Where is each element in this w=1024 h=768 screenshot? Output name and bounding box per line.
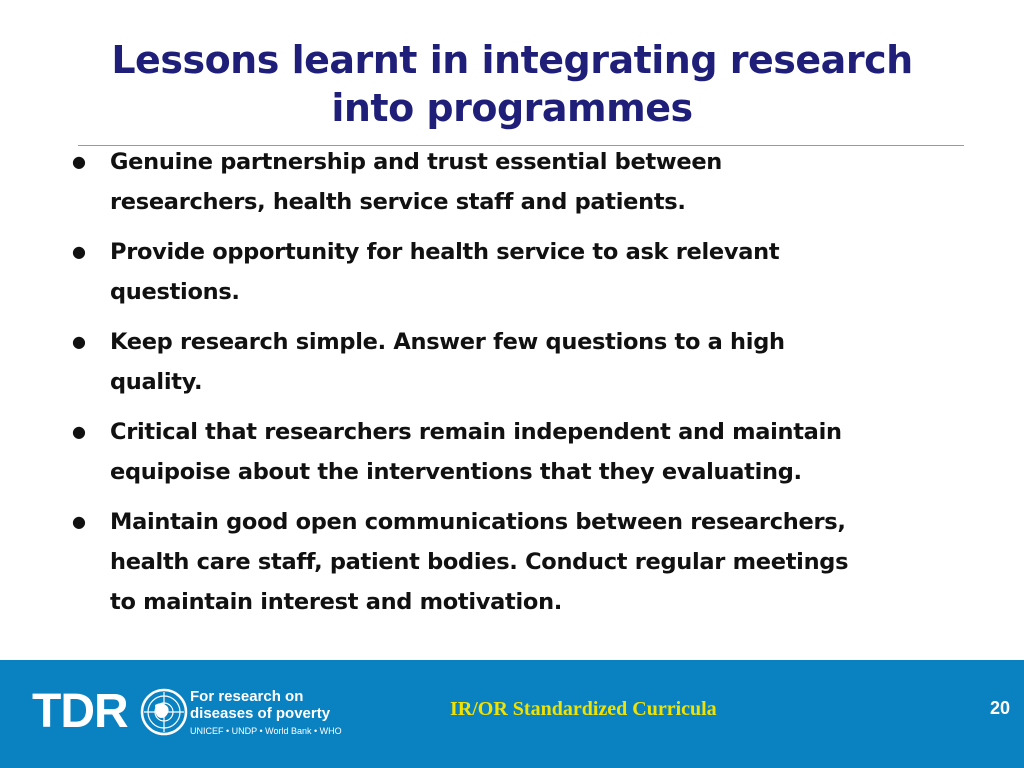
bullet-text-line: Maintain good open communications between researchers, [110,509,846,535]
slide-title-line-2: into programmes [331,86,693,130]
tagline-line-1: For research on [190,688,304,705]
tagline-line-2: diseases of poverty [190,705,331,722]
bullet-text-line: Provide opportunity for health service to ask relevant [110,239,780,265]
bullet-dot-icon: ● [72,332,86,351]
tdr-tagline [190,688,342,738]
curricula-label: IR/OR Standardized Curricula [450,698,717,720]
un-globe-icon [139,687,189,737]
bullet-dot-icon: ● [72,242,86,261]
slide-title [0,36,1024,132]
bullet-list [70,142,980,632]
bullet-text-line: Critical that researchers remain independent and maintain [110,419,842,445]
bullet-item [70,322,980,402]
bullet-text-line: health care staff, patient bodies. Conduct regular meetings [110,549,849,575]
bullet-text-line: Keep research simple. Answer few questions to a high [110,329,785,355]
page-number: 20 [989,698,1010,718]
bullet-dot-icon: ● [72,422,86,441]
tdr-logo [32,682,352,742]
bullet-item [70,232,980,312]
bullet-text-line: equipoise about the interventions that they evaluating. [110,459,802,485]
bullet-item [70,502,980,622]
bullet-text-line: to maintain interest and motivation. [110,589,563,615]
bullet-dot-icon: ● [72,152,86,171]
bullet-item [70,142,980,222]
bullet-item [70,412,980,492]
slide-footer [0,660,1024,768]
tagline-sponsors: UNICEF • UNDP • World Bank • WHO [190,726,342,736]
tdr-logo-text: TDR [32,685,128,738]
bullet-text-line: quality. [110,369,203,395]
bullet-text-line: questions. [110,279,240,305]
slide-title-line-1: Lessons learnt in integrating research [111,38,913,82]
bullet-text-line: researchers, health service staff and patients. [110,189,686,215]
bullet-dot-icon: ● [72,512,86,531]
bullet-text-line: Genuine partnership and trust essential between [110,149,723,175]
